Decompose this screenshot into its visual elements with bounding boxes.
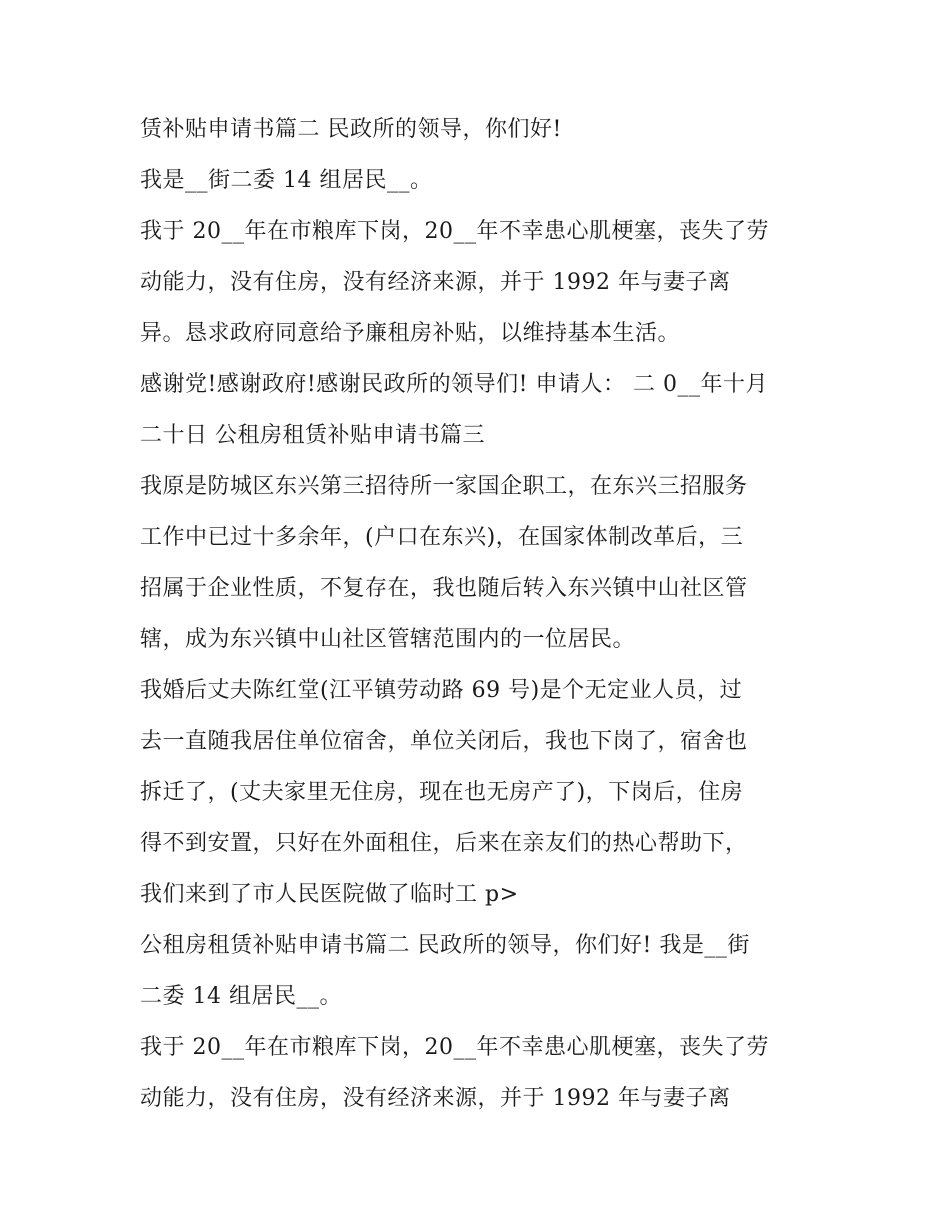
text-line: 二十日 公租房租赁补贴申请书篇三 <box>140 423 485 448</box>
text-line: 我是__街二委 14 组居民__。 <box>140 168 433 193</box>
text-line: 我婚后丈夫陈红堂(江平镇劳动路 69 号)是个无定业人员，过 <box>140 678 743 703</box>
text-line: 我们来到了市人民医院做了临时工 p> <box>140 882 519 907</box>
text-line: 异。恳求政府同意给予廉租房补贴，以维持基本生活。 <box>140 321 681 346</box>
text-line: 招属于企业性质，不复存在，我也随后转入东兴镇中山社区管 <box>140 576 748 601</box>
text-line: 去一直随我居住单位宿舍，单位关闭后，我也下岗了，宿舍也 <box>140 729 748 754</box>
document-body <box>140 104 820 1124</box>
text-line: 公租房租赁补贴申请书篇二 民政所的领导，你们好! 我是__街 <box>140 933 750 958</box>
text-line: 感谢党!感谢政府!感谢民政所的领导们! 申请人： 二 0__年十月 <box>140 372 769 397</box>
text-line: 赁补贴申请书篇二 民政所的领导，你们好! <box>140 117 562 142</box>
text-line: 拆迁了，(丈夫家里无住房，现在也无房产了)，下岗后，住房 <box>140 780 744 805</box>
text-line: 动能力，没有住房，没有经济来源，并于 1992 年与妻子离 <box>140 1086 731 1111</box>
text-line: 我于 20__年在市粮库下岗，20__年不幸患心肌梗塞，丧失了劳 <box>140 219 769 244</box>
text-line: 得不到安置，只好在外面租住，后来在亲友们的热心帮助下， <box>140 831 748 856</box>
text-line: 二委 14 组居民__。 <box>140 984 342 1009</box>
text-line: 我原是防城区东兴第三招待所一家国企职工，在东兴三招服务 <box>140 474 748 499</box>
text-line: 工作中已过十多余年，(户口在东兴)，在国家体制改革后，三 <box>140 525 744 550</box>
text-line: 辖，成为东兴镇中山社区管辖范围内的一位居民。 <box>140 627 636 652</box>
text-line: 我于 20__年在市粮库下岗，20__年不幸患心肌梗塞，丧失了劳 <box>140 1035 769 1060</box>
text-line: 动能力，没有住房，没有经济来源，并于 1992 年与妻子离 <box>140 270 731 295</box>
